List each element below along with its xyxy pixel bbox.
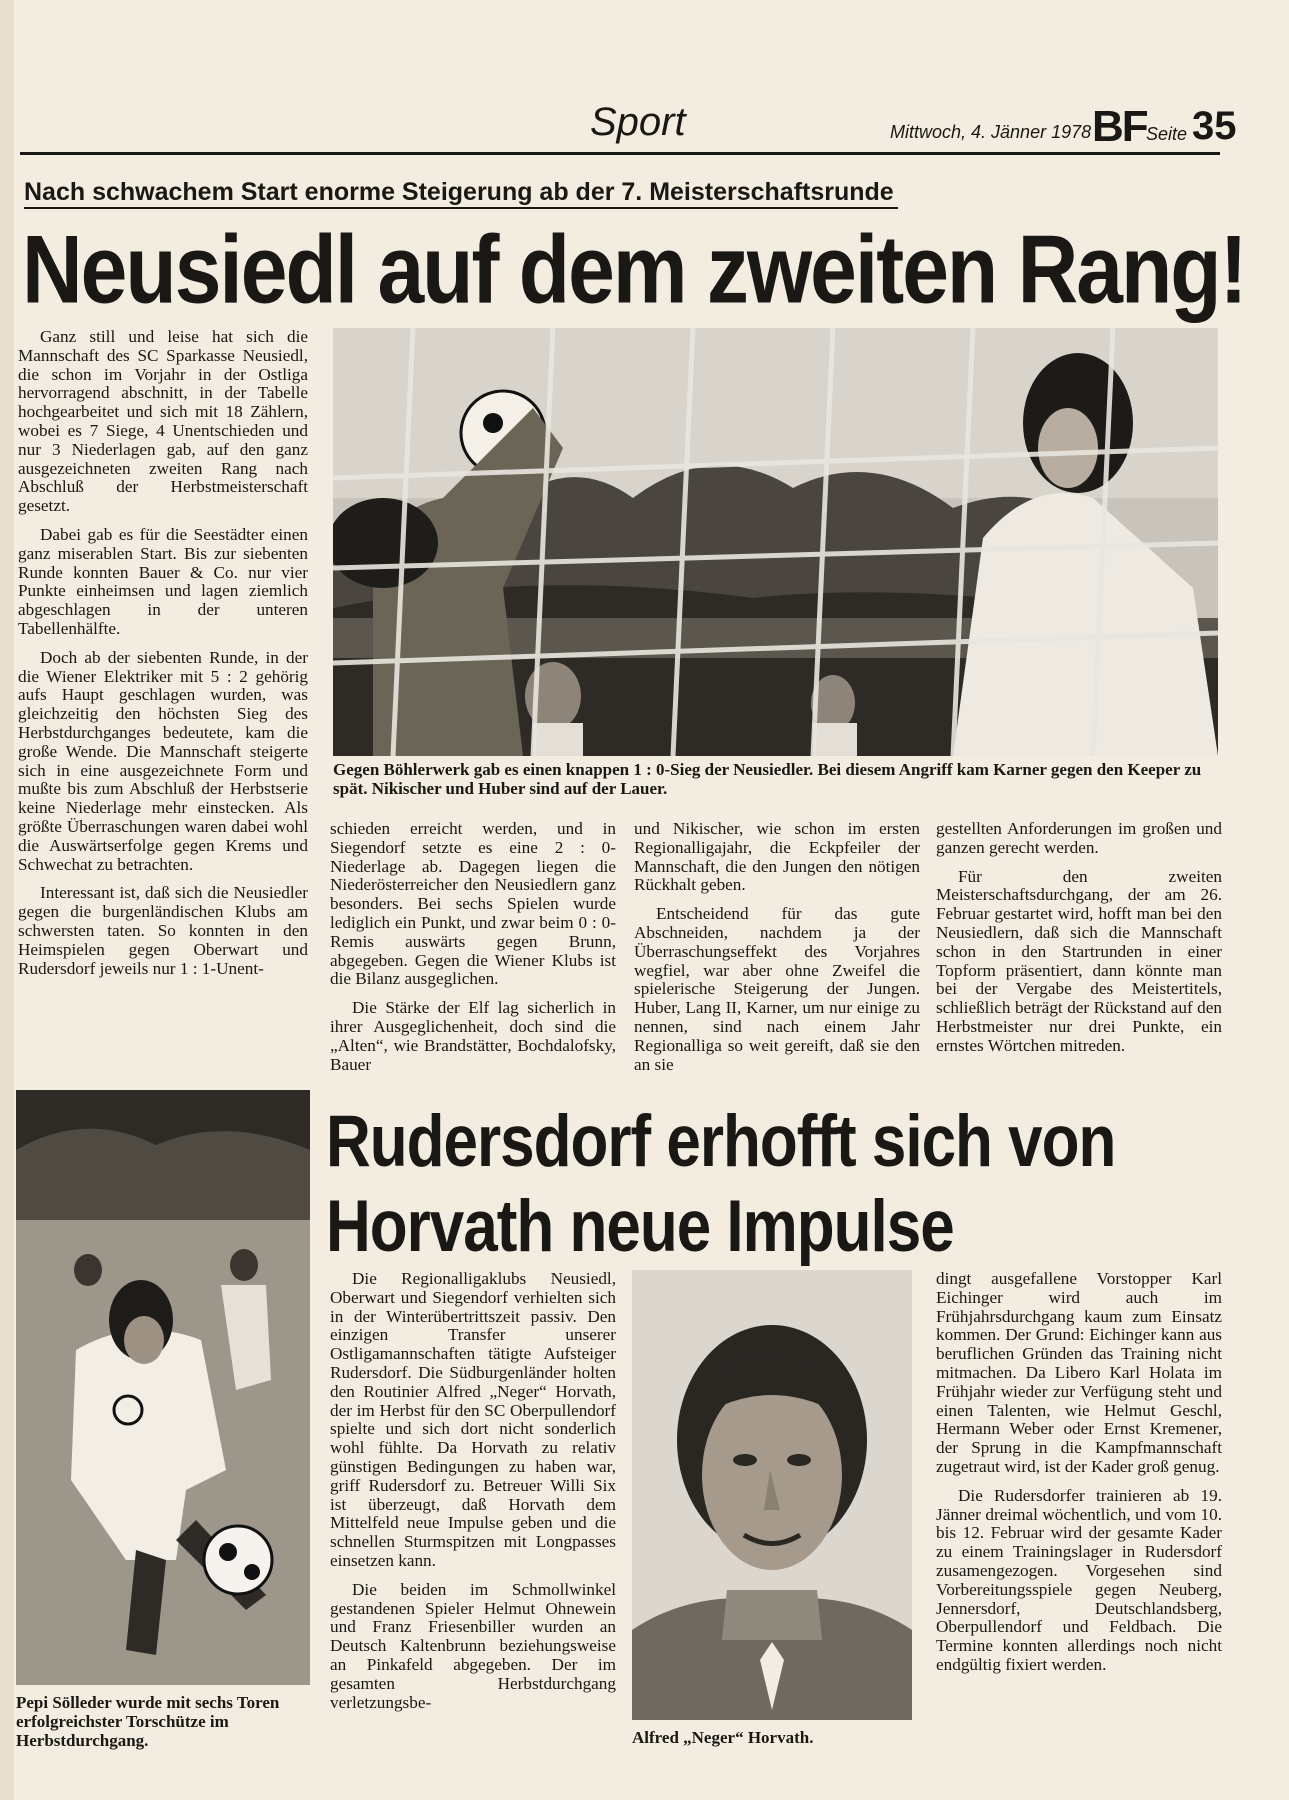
paragraph: gestellten Anforderungen im großen und ganzen gerecht werden. [936, 819, 1222, 857]
article2-column-1 [330, 1270, 616, 1722]
paragraph: Entscheidend für das gute Abschneiden, nachdem ja der Überraschungseffekt des Vorjahres wegfiel, war aber ohne Zweifel die spielerische Steigerung der Jungen. Huber, Lang II, Karner, um nur einige zu nennen, sind nach einem Jahr Regionalliga so weit gereift, daß sie den an sie [634, 904, 920, 1074]
article2-headline: Rudersdorf erhofft sich von Horvath neue Impulse [326, 1101, 1116, 1268]
paragraph: Die Regionalligaklubs Neusiedl, Oberwart und Siegendorf verhielten sich in der Winterübertrittszeit passiv. Den einzigen Transfer unserer Ostligamannschaften tätigte Aufsteiger Rudersdorf. Die Südburgenländer holten den Routinier Alfred „Neger“ Horvath, der im Herbst für den SC Oberpullendorf spielte und sich dort nicht sonderlich wohl fühlte. Da Horvath zu relativ günstigen Bedingungen zu haben war, griff Rudersdorf zu. Betreuer Willi Six ist überzeugt, daß Horvath dem Mittelfeld neue Impulse geben und die schnellen Sturmspitzen mit Longpasses einsetzen kann. [330, 1269, 616, 1570]
page-edge [0, 0, 14, 1800]
paragraph: Interessant ist, daß sich die Neusiedler gegen die burgenländischen Klubs am schwersten taten. So konnten in den Heimspielen gegen Oberwart und Rudersdorf jeweils nur 1 : 1-Unent- [18, 883, 308, 978]
paragraph: dingt ausgefallene Vorstopper Karl Eichinger wird auch im Frühjahrsdurchgang kaum zum Einsatz kommen. Der Grund: Eichinger kann aus beruflichen Gründen das Training nicht mitmachen. Da Libero Karl Holata im Frühjahr wieder zur Verfügung steht und einen Talenten, wie Helmut Geschl, Hermann Weber oder Ernst Kremener, der Sprung in die Kampfmannschaft zugetraut wird, ist der Kader groß genug. [936, 1269, 1222, 1476]
player-action-photo-caption: Pepi Sölleder wurde mit sechs Toren erfolgreichster Torschütze im Herbstdurchgang. [16, 1693, 280, 1750]
newspaper-logo: BF [1092, 102, 1147, 151]
article1-kicker: Nach schwachem Start enorme Steigerung ab der 7. Meisterschaftsrunde [24, 178, 898, 209]
page-header [20, 100, 1237, 155]
paragraph: Dabei gab es für die Seestädter einen ganz miserablen Start. Bis zur siebenten Runde konnten Bauer & Co. nur vier Punkte einheimsen und lagen ziemlich abgeschlagen in der unteren Tabellenhälfte. [18, 524, 308, 638]
page-number: 35 [1192, 104, 1237, 148]
paragraph: schieden erreicht werden, und in Siegendorf setzte es eine 2 : 0-Niederlage ab. Dagegen liegen die Niederösterreicher den Neusiedlern ganz besonders. Bei sechs Spielen wurde lediglich ein Punkt, und zwar beim 0 : 0-Remis auswärts gegen Brunn, abgegeben. Gegen die Wiener Klubs ist die Bilanz ausgeglichen. [330, 819, 616, 989]
article1-column-2 [330, 820, 616, 1084]
section-title: Sport [590, 100, 686, 144]
player-action-photo-image [16, 1090, 310, 1685]
paragraph: Die Rudersdorfer trainieren ab 19. Jänner dreimal wöchentlich, und vom 10. bis 12. Februar wird der gesamte Kader zu einem Trainingslager in Rudersdorf zusamengezogen. Vorgesehen sind Vorbereitungsspiele gegen Neuberg, Jennersdorf, Deutschlandsberg, Oberpullendorf und Feldbach. Die Termine konnten allerdings noch nicht endgültig fixiert werden. [936, 1485, 1222, 1674]
player-action-photo [16, 1090, 310, 1685]
match-photo-caption: Gegen Böhlerwerk gab es einen knappen 1 : 0-Sieg der Neusiedler. Bei diesem Angriff kam Karner gegen den Keeper zu spät. Nikischer und Huber sind auf der Lauer. [333, 760, 1202, 798]
article1-column-4 [936, 820, 1222, 1066]
article2-column-2 [936, 1270, 1222, 1685]
article1-column-3 [634, 820, 920, 1084]
horvath-portrait-caption: Alfred „Neger“ Horvath. [632, 1728, 814, 1747]
horvath-portrait [632, 1270, 912, 1720]
horvath-portrait-image [632, 1270, 912, 1720]
paragraph: Die beiden im Schmollwinkel gestandenen Spieler Helmut Ohnewein und Franz Friesenbiller wurden an Deutsch Kaltenbrunn beziehungsweise an Pinkafeld abgegeben. Der im gesamten Herbstdurchgang verletzungsbe- [330, 1579, 616, 1712]
paragraph: Die Stärke der Elf lag sicherlich in ihrer Ausgeglichenheit, doch sind die „Alten“, wie Brandstätter, Bochdalofsky, Bauer [330, 998, 616, 1074]
page-label: Seite [1146, 124, 1188, 144]
paragraph: Doch ab der siebenten Runde, in der die Wiener Elektriker mit 5 : 2 gehörig aufs Haupt geschlagen wurden, was gleichzeitig den höchsten Sieg des Herbstdurchganges bedeutete, kam die große Wende. Die Mannschaft steigerte sich in eine ausgezeichnete Form und mußte bis zum Abschluß der Herbstserie keine Niederlage mehr einstecken. Als größte Überraschungen waren dabei wohl die Auswärtserfolge gegen Krems und Schwechat zu betrachten. [18, 647, 308, 874]
paragraph: und Nikischer, wie schon im ersten Regionalligajahr, die Eckpfeiler der Mannschaft, die den Jungen den nötigen Rückhalt geben. [634, 819, 920, 895]
match-photo-image [333, 328, 1218, 756]
match-photo [333, 328, 1218, 756]
article1-column-1 [18, 328, 308, 988]
article1-headline: Neusiedl auf dem zweiten Rang! [22, 215, 1246, 324]
paragraph: Für den zweiten Meisterschaftsdurchgang, der am 26. Februar gestartet wird, hofft man bei den Neusiedlern, daß sich die Mannschaft schon in den Startrunden in einer Topform präsentiert, dann könnte man bei der Vergabe des Meistertitels, schließlich beträgt der Rückstand auf den Herbstmeister nur drei Punkte, ein ernstes Wörtchen mitreden. [936, 866, 1222, 1055]
paragraph: Ganz still und leise hat sich die Mannschaft des SC Sparkasse Neusiedl, die schon im Vorjahr in der Ostliga hervorragend abschnitt, in der Tabelle hochgearbeitet und sich mit 18 Zählern, wobei es 7 Siege, 4 Unentschieden und nur 3 Niederlagen gab, auf den ganz ausgezeichneten zweiten Rang nach Abschluß der Herbstmeisterschaft gesetzt. [18, 327, 308, 516]
issue-date: Mittwoch, 4. Jänner 1978 [890, 122, 1092, 142]
